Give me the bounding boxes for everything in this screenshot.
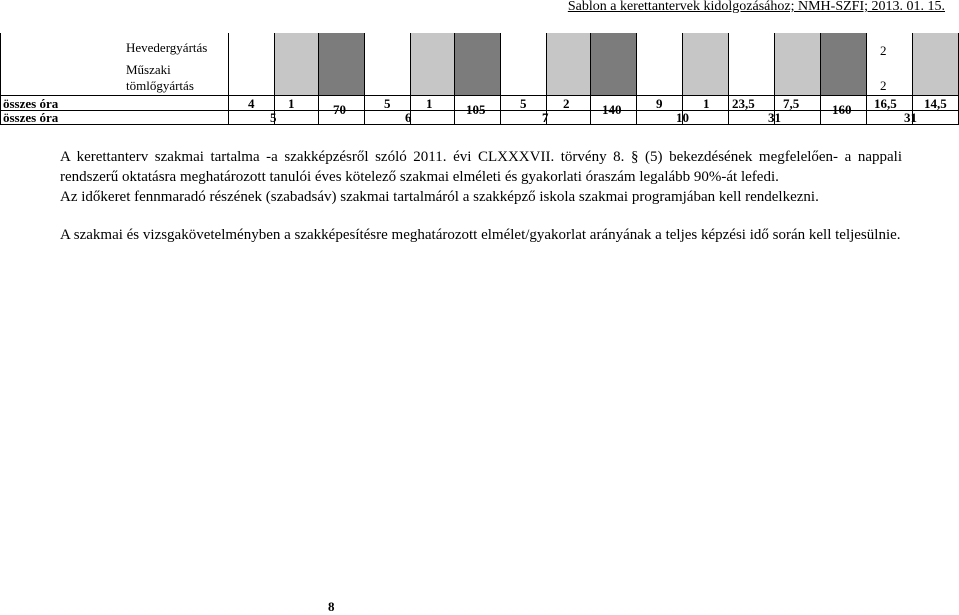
cell-value: 9 xyxy=(656,96,663,111)
merged-total: 160 xyxy=(832,102,852,117)
cell-value: 5 xyxy=(270,110,277,125)
cell-value: 10 xyxy=(676,110,689,125)
cell-value: 2 xyxy=(880,78,887,93)
cell-value: 7,5 xyxy=(783,96,800,111)
shaded-cell xyxy=(912,33,959,95)
cell-value: 6 xyxy=(405,110,412,125)
shaded-cell xyxy=(774,33,820,95)
shaded-cell xyxy=(590,33,636,95)
cell-value: 1 xyxy=(703,96,710,111)
page-header: Sablon a kerettantervek kidolgozásához; NMH-SZFI; 2013. 01. 15. xyxy=(567,0,945,14)
cell-value: 5 xyxy=(520,96,527,111)
cell-value: 1 xyxy=(288,96,295,111)
cell-value: 31 xyxy=(904,110,917,125)
paragraph-idokeret xyxy=(60,187,902,207)
row-label-muszaki: Műszaki xyxy=(126,62,171,77)
cell-value: 5 xyxy=(384,96,391,111)
shaded-cell xyxy=(546,33,590,95)
cell-value: 31 xyxy=(768,110,781,125)
row-label-osszes-ora: összes óra xyxy=(3,96,59,111)
row-label-tomlogyartas: tömlőgyártás xyxy=(126,78,194,93)
merged-total: 105 xyxy=(466,102,486,117)
paragraph-text: A szakmai és vizsgakövetelményben a szakképesítésre meghatározott elmélet/gyakorlat arányának a teljes képzési idő során kell teljesülnie. xyxy=(60,227,901,243)
paragraph-text: A kerettanterv szakmai tartalma -a szakképzésről szóló 2011. évi CLXXXVII. törvény 8. § (5) bekezdésének megfelelően- a nappali rendszerű oktatásra meghatározott tanulói éves kötelező szakmai elméleti és gyakorlati óraszám legalább 90%-át lefedi. xyxy=(60,149,902,185)
cell-value: 7 xyxy=(542,110,549,125)
shaded-cell xyxy=(454,33,500,95)
cell-value: 23,5 xyxy=(732,96,755,111)
cell-value: 16,5 xyxy=(874,96,897,111)
shaded-cell xyxy=(820,33,866,95)
paragraph-elmelet-gyakorlat xyxy=(60,225,902,245)
merged-total: 140 xyxy=(602,102,622,117)
cell-value: 1 xyxy=(426,96,433,111)
shaded-cell xyxy=(318,33,364,95)
merged-total: 70 xyxy=(333,102,346,117)
page-number: 8 xyxy=(328,599,335,614)
paragraph-text: Az időkeret fennmaradó részének (szabadsáv) szakmai tartalmáról a szakképző iskola szakmai programjában kell rendelkezni. xyxy=(60,189,819,205)
shaded-cell xyxy=(274,33,318,95)
shaded-cell xyxy=(682,33,728,95)
cell-value: 2 xyxy=(880,43,887,58)
row-label-hevedergyartas: Hevedergyártás xyxy=(126,40,208,55)
paragraph-kerettanterv xyxy=(60,147,902,187)
cell-value: 14,5 xyxy=(924,96,947,111)
shaded-cell xyxy=(410,33,454,95)
cell-value: 4 xyxy=(248,96,255,111)
row-label-osszes-ora: összes óra xyxy=(3,110,59,125)
cell-value: 2 xyxy=(563,96,570,111)
